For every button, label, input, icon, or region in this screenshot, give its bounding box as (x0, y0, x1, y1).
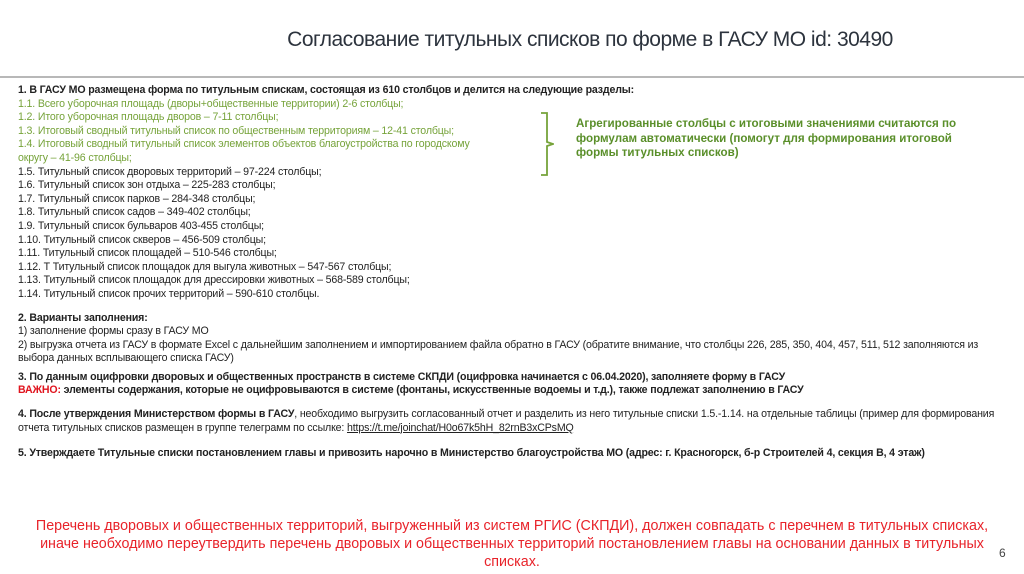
section4-text: , необходимо выгрузить согласованный отчет и разделить из него титульные списки 1.5.-1.14. на отдельные таблицы (пример для формирования отчета титульных списков размещен в группе телеграмм по ссылке: (18, 408, 995, 434)
section1-heading: 1. В ГАСУ МО размещена форма по титульным спискам, состоящая из 610 столбцов и делится на следующие разделы: (18, 84, 635, 96)
bracket-icon (540, 112, 554, 176)
list-item: 1.7. Титульный список парков – 284-348 столбцы; (18, 192, 256, 205)
divider (0, 76, 1024, 78)
section5-text: 5. Утверждаете Титульные списки постановлением главы и привозить нарочно в Министерство благоустройства МО (адрес: г. Красногорск, б-р Строителей 4, секция В, 4 этаж) (18, 447, 925, 460)
page-number: 6 (999, 546, 1006, 560)
telegram-link[interactable]: https://t.me/joinchat/H0o67k5hH_82rnB3xCPsMQ (347, 421, 574, 434)
aggregated-item: 1.2. Итого уборочная площадь дворов – 7-11 столбцы; (18, 111, 279, 124)
section3-text: 3. По данным оцифровки дворовых и общественных пространств в системе СКПДИ (оцифровка начинается с 06.04.2020), заполняете форму в ГАСУ (18, 370, 786, 383)
list-item: 1.13. Титульный список площадок для дрессировки животных – 568-589 столбцы; (18, 274, 410, 287)
list-item: 1.10. Титульный список скверов – 456-509 столбцы; (18, 233, 266, 246)
list-item: 1.9. Титульный список бульваров 403-455 столбцы; (18, 219, 264, 232)
list-item: 1.6. Титульный список зон отдыха – 225-283 столбцы; (18, 179, 276, 192)
footer-warning: Перечень дворовых и общественных территорий, выгруженный из систем РГИС (СКПДИ), должен совпадать с перечнем в титульных списках, иначе необходимо переутвердить перечень дворовых и общественных территорий постановлением главы на основании данных в титульных списках. (35, 518, 989, 570)
page-title: Согласование титульных списков по форме в ГАСУ МО id: 30490 (287, 28, 893, 51)
list-item: 1.8. Титульный список садов – 349-402 столбцы; (18, 206, 251, 219)
section2-heading: 2. Варианты заполнения: (18, 311, 148, 324)
section3-important (18, 384, 1008, 398)
section4-bold: 4. После утверждения Министерством формы в ГАСУ (18, 408, 295, 421)
list-item: 1.12. Т Титульный список площадок для выгула животных – 547-567 столбцы; (18, 260, 392, 273)
aggregated-item: 1.3. Итоговый сводный титульный список по общественным территориям – 12-41 столбцы; (18, 124, 454, 137)
important-label: ВАЖНО: (18, 384, 61, 397)
list-item: 1.11. Титульный список площадей – 510-546 столбцы; (18, 247, 277, 260)
list-item: 1) заполнение формы сразу в ГАСУ МО (18, 325, 209, 338)
aggregated-item: 1.1. Всего уборочная площадь (дворы+общественные территории) 2-6 столбцы; (18, 97, 404, 110)
list-item: 1.5. Титульный список дворовых территорий – 97-224 столбцы; (18, 165, 322, 178)
important-text: элементы содержания, которые не оцифровываются в системе (фонтаны, искусственные водоемы и т.д.), также подлежат заполнению в ГАСУ (60, 384, 804, 397)
list-item: 2) выгрузка отчета из ГАСУ в формате Excel с дальнейшим заполнением и импортированием файла обратно в ГАСУ (обратите внимание, что столбцы 226, 285, 350, 404, 457, 511, 512 заполняются из выбора данных всплывающего списка ГАСУ) (18, 338, 979, 365)
aggregated-note: Агрегированные столбцы с итоговыми значениями считаются по формулам автоматически (помогут для формирования итоговой формы титульных списков) (576, 117, 957, 159)
aggregated-item: 1.4. Итоговый сводный титульный список элементов объектов благоустройства по городскому округу – 41-96 столбцы; (18, 138, 470, 164)
list-item: 1.14. Титульный список прочих территорий – 590-610 столбцы. (18, 287, 320, 300)
section4 (18, 408, 1008, 435)
